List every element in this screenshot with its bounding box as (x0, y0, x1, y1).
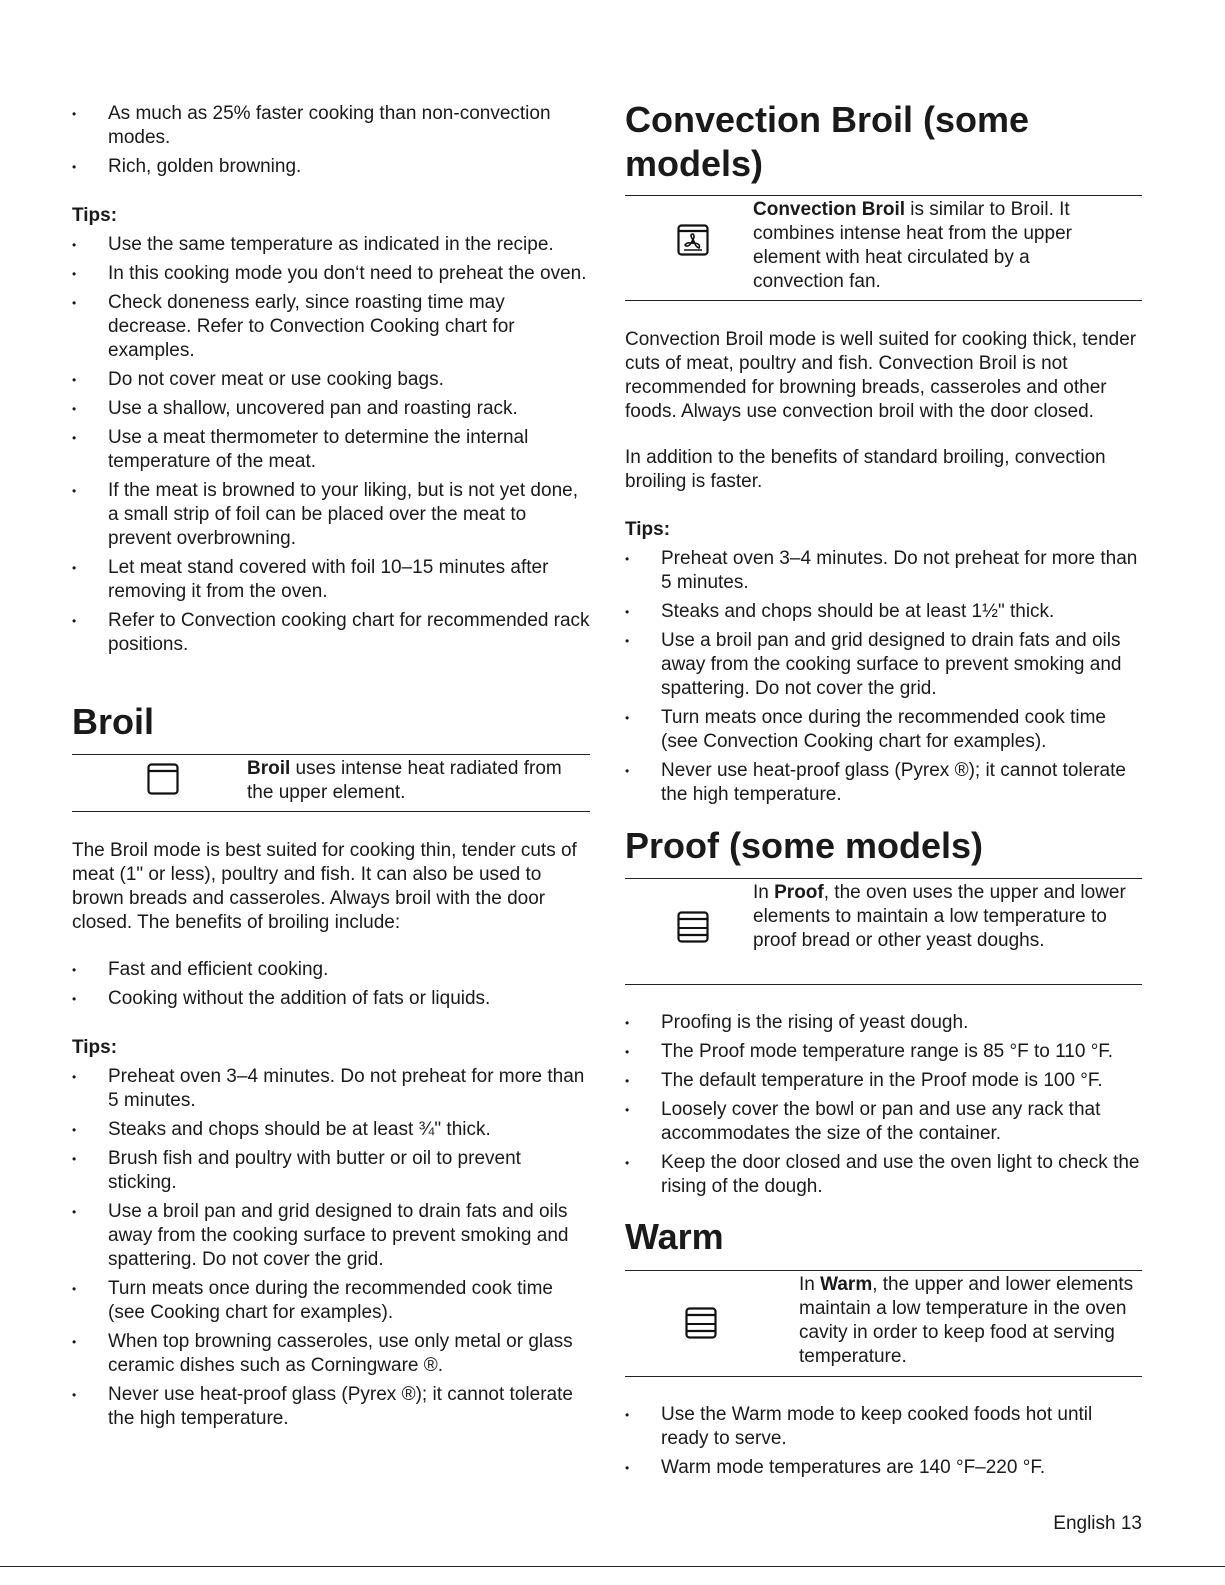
convection-broil-paragraph-2: In addition to the benefits of standard broiling, convection broiling is faster. (625, 447, 1106, 492)
proof-description-pre: In (753, 882, 775, 903)
tips-label: Tips: (625, 519, 671, 540)
list-item: • Keep the door closed and use the oven light to check the rising of the dough. (625, 1151, 1143, 1199)
list-item: • Turn meats once during the recommended cook time (see Cooking chart for examples). (72, 1277, 590, 1325)
warm-mode-box (625, 1270, 1142, 1377)
list-item: • Use the same temperature as indicated in the recipe. (72, 233, 590, 257)
list-item: • Do not cover meat or use cooking bags. (72, 368, 590, 392)
proof-heading: Proof (some models) (625, 825, 984, 866)
warm-description (799, 1273, 1134, 1369)
list-item: • Steaks and chops should be at least 1½" thick. (625, 600, 1143, 624)
list-item: • Use the Warm mode to keep cooked foods hot until ready to serve. (625, 1403, 1143, 1451)
list-item: • Use a meat thermometer to determine the internal temperature of the meat. (72, 426, 590, 474)
convection-roast-tips-list (72, 233, 590, 662)
convection-broil-heading: Convection Broil (some models) (625, 99, 1030, 184)
list-item: • Fast and efficient cooking. (72, 958, 590, 982)
list-item: • Turn meats once during the recommended cook time (see Convection Cooking chart for examples). (625, 706, 1143, 754)
list-item: • The default temperature in the Proof mode is 100 °F. (625, 1069, 1143, 1093)
list-item: • Brush fish and poultry with butter or oil to prevent sticking. (72, 1147, 590, 1195)
broil-description (247, 757, 587, 805)
broil-heading: Broil (72, 701, 155, 742)
convection-broil-name: Convection Broil (753, 199, 906, 220)
broil-paragraph: The Broil mode is best suited for cooking thin, tender cuts of meat (1" or less), poultry and fish. It can also be used to brown breads and casseroles. Always broil with the door closed. The benefits of broiling include: (72, 840, 577, 933)
convection-broil-description-text: is similar to Broil. It combines intense heat from the upper element with heat circulated by a convection fan. (753, 199, 1072, 292)
convection-broil-mode-box (625, 195, 1142, 301)
proof-list (625, 1011, 1143, 1204)
proof-name: Proof (774, 882, 824, 903)
list-item: • Preheat oven 3–4 minutes. Do not preheat for more than 5 minutes. (625, 547, 1143, 595)
convection-benefits-list (72, 102, 590, 184)
broil-benefits-list (72, 958, 590, 1016)
warm-heading: Warm (625, 1216, 724, 1257)
list-item: • Cooking without the addition of fats or liquids. (72, 987, 590, 1011)
warm-description-pre: In (799, 1274, 821, 1295)
convection-broil-tips-list (625, 547, 1143, 812)
tips-label: Tips: (72, 1037, 118, 1058)
list-item: • Proofing is the rising of yeast dough. (625, 1011, 1143, 1035)
list-item: • Let meat stand covered with foil 10–15 minutes after removing it from the oven. (72, 556, 590, 604)
convection-broil-description (753, 198, 1123, 294)
broil-mode-box (72, 754, 590, 812)
list-item: • Use a shallow, uncovered pan and roasting rack. (72, 397, 590, 421)
list-item: • Rich, golden browning. (72, 155, 590, 179)
bottom-divider (0, 1566, 1225, 1567)
list-item: • Preheat oven 3–4 minutes. Do not preheat for more than 5 minutes. (72, 1065, 590, 1113)
broil-name: Broil (247, 758, 291, 779)
warm-list (625, 1403, 1143, 1485)
proof-mode-box (625, 878, 1142, 985)
broil-tips-list (72, 1065, 590, 1436)
list-item: • Never use heat-proof glass (Pyrex ®); it cannot tolerate the high temperature. (625, 759, 1143, 807)
list-item: • Loosely cover the bowl or pan and use any rack that accommodates the size of the container. (625, 1098, 1143, 1146)
list-item: • Use a broil pan and grid designed to drain fats and oils away from the cooking surface to prevent smoking and spattering. Do not cover the grid. (625, 629, 1143, 701)
list-item: • Steaks and chops should be at least ¾" thick. (72, 1118, 590, 1142)
list-item: • The Proof mode temperature range is 85 °F to 110 °F. (625, 1040, 1143, 1064)
proof-description-text: , the oven uses the upper and lower elements to maintain a low temperature to proof bread or other yeast doughs. (753, 882, 1126, 951)
list-item: • Warm mode temperatures are 140 °F–220 °F. (625, 1456, 1143, 1480)
warm-name: Warm (820, 1274, 873, 1295)
broil-description-text: uses intense heat radiated from the upper element. (247, 758, 562, 803)
warm-description-text: , the upper and lower elements maintain a low temperature in the oven cavity in order to keep food at serving temperature. (799, 1274, 1134, 1367)
proof-icon (677, 911, 709, 943)
list-item: • Use a broil pan and grid designed to drain fats and oils away from the cooking surface to prevent smoking and spattering. Do not cover the grid. (72, 1200, 590, 1272)
list-item: • Never use heat-proof glass (Pyrex ®); it cannot tolerate the high temperature. (72, 1383, 590, 1431)
convection-broil-icon (677, 224, 709, 256)
list-item: • When top browning casseroles, use only metal or glass ceramic dishes such as Corningware ®. (72, 1330, 590, 1378)
list-item: • In this cooking mode you don‘t need to preheat the oven. (72, 262, 590, 286)
tips-label: Tips: (72, 205, 118, 226)
warm-icon (685, 1307, 717, 1339)
list-item: • If the meat is browned to your liking, but is not yet done, a small strip of foil can be placed over the meat to prevent overbrowning. (72, 479, 590, 551)
page-number: English 13 (1053, 1513, 1142, 1534)
convection-broil-paragraph-1: Convection Broil mode is well suited for cooking thick, tender cuts of meat, poultry and fish. Convection Broil is not recommended for browning breads, casseroles and other foods. Always use convection broil with the door closed. (625, 329, 1137, 422)
list-item: • As much as 25% faster cooking than non-convection modes. (72, 102, 590, 150)
list-item: • Refer to Convection cooking chart for recommended rack positions. (72, 609, 590, 657)
list-item: • Check doneness early, since roasting time may decrease. Refer to Convection Cooking chart for examples. (72, 291, 590, 363)
proof-description (753, 881, 1128, 953)
broil-icon (147, 763, 179, 795)
